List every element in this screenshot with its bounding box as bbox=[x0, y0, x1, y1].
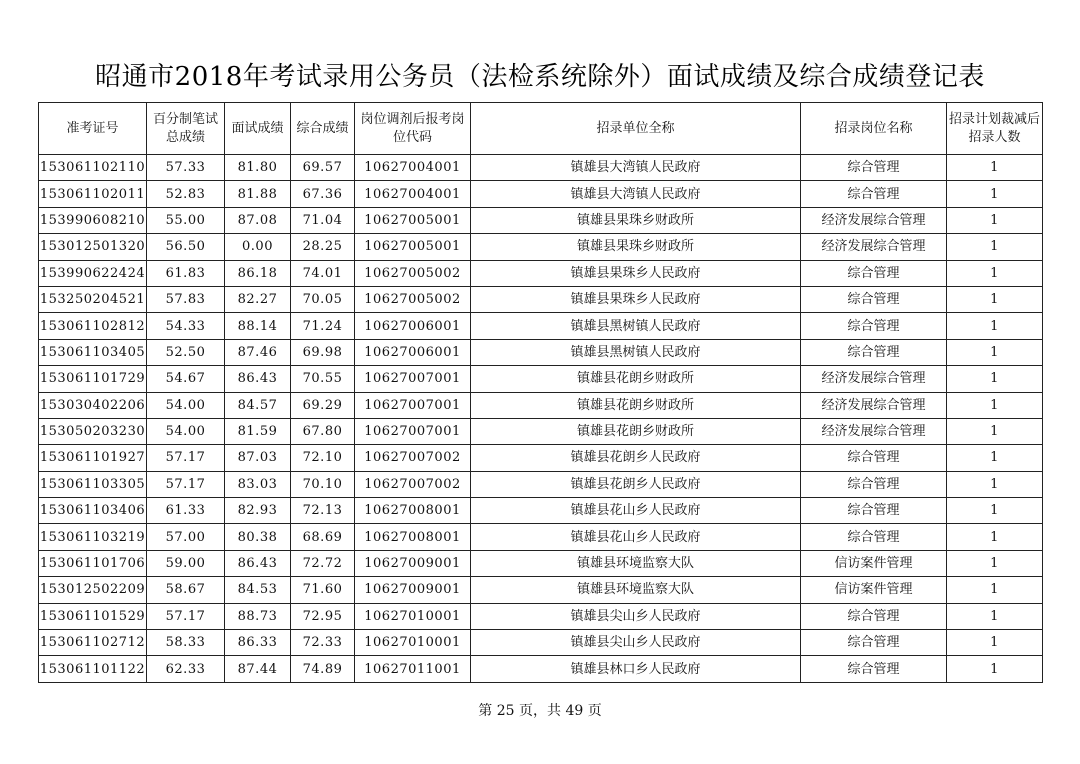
total-score-cell: 72.95 bbox=[291, 603, 355, 629]
written-score-cell: 58.33 bbox=[147, 630, 225, 656]
unit-name-cell: 镇雄县花山乡人民政府 bbox=[471, 524, 801, 550]
page-footer: 第 25 页，共 49 页 bbox=[478, 703, 602, 719]
position-name-cell: 综合管理 bbox=[801, 260, 947, 286]
position-name-cell: 信访案件管理 bbox=[801, 550, 947, 576]
exam-id-cell: 153012502209 bbox=[39, 577, 147, 603]
interview-score-cell: 87.44 bbox=[225, 656, 291, 682]
position-name-cell: 信访案件管理 bbox=[801, 577, 947, 603]
total-score-cell: 68.69 bbox=[291, 524, 355, 550]
interview-score-cell: 81.59 bbox=[225, 418, 291, 444]
position-code-cell: 10627009001 bbox=[355, 577, 471, 603]
written-score-cell: 54.67 bbox=[147, 366, 225, 392]
interview-score-cell: 0.00 bbox=[225, 234, 291, 260]
quota-cell: 1 bbox=[947, 286, 1043, 312]
position-code-cell: 10627010001 bbox=[355, 630, 471, 656]
unit-name-cell: 镇雄县尖山乡人民政府 bbox=[471, 603, 801, 629]
interview-score-cell: 87.08 bbox=[225, 207, 291, 233]
interview-score-cell: 87.46 bbox=[225, 339, 291, 365]
position-name-cell: 经济发展综合管理 bbox=[801, 418, 947, 444]
quota-cell: 1 bbox=[947, 339, 1043, 365]
position-name-cell: 综合管理 bbox=[801, 524, 947, 550]
total-score-cell: 69.98 bbox=[291, 339, 355, 365]
position-code-cell: 10627006001 bbox=[355, 339, 471, 365]
interview-score-cell: 88.73 bbox=[225, 603, 291, 629]
column-header: 岗位调剂后报考岗位代码 bbox=[355, 103, 471, 155]
total-score-cell: 71.24 bbox=[291, 313, 355, 339]
written-score-cell: 57.17 bbox=[147, 471, 225, 497]
table-row bbox=[39, 260, 1043, 286]
written-score-cell: 57.33 bbox=[147, 155, 225, 181]
position-name-cell: 综合管理 bbox=[801, 498, 947, 524]
position-name-cell: 经济发展综合管理 bbox=[801, 207, 947, 233]
interview-score-cell: 80.38 bbox=[225, 524, 291, 550]
quota-cell: 1 bbox=[947, 498, 1043, 524]
total-score-cell: 74.89 bbox=[291, 656, 355, 682]
written-score-cell: 54.33 bbox=[147, 313, 225, 339]
table-row bbox=[39, 445, 1043, 471]
exam-id-cell: 153061102712 bbox=[39, 630, 147, 656]
quota-cell: 1 bbox=[947, 524, 1043, 550]
exam-id-cell: 153030402206 bbox=[39, 392, 147, 418]
position-code-cell: 10627004001 bbox=[355, 155, 471, 181]
position-code-cell: 10627005002 bbox=[355, 286, 471, 312]
interview-score-cell: 86.43 bbox=[225, 366, 291, 392]
exam-id-cell: 153061101529 bbox=[39, 603, 147, 629]
table-body bbox=[39, 155, 1043, 683]
unit-name-cell: 镇雄县花朗乡人民政府 bbox=[471, 445, 801, 471]
written-score-cell: 54.00 bbox=[147, 418, 225, 444]
position-code-cell: 10627006001 bbox=[355, 313, 471, 339]
table-row bbox=[39, 524, 1043, 550]
total-score-cell: 70.10 bbox=[291, 471, 355, 497]
unit-name-cell: 镇雄县花山乡人民政府 bbox=[471, 498, 801, 524]
written-score-cell: 56.50 bbox=[147, 234, 225, 260]
column-header: 招录单位全称 bbox=[471, 103, 801, 155]
unit-name-cell: 镇雄县尖山乡人民政府 bbox=[471, 630, 801, 656]
position-code-cell: 10627007001 bbox=[355, 418, 471, 444]
unit-name-cell: 镇雄县果珠乡人民政府 bbox=[471, 286, 801, 312]
quota-cell: 1 bbox=[947, 234, 1043, 260]
score-table bbox=[38, 102, 1043, 683]
position-code-cell: 10627009001 bbox=[355, 550, 471, 576]
exam-id-cell: 153061103405 bbox=[39, 339, 147, 365]
written-score-cell: 62.33 bbox=[147, 656, 225, 682]
exam-id-cell: 153061102110 bbox=[39, 155, 147, 181]
table-row bbox=[39, 366, 1043, 392]
position-name-cell: 综合管理 bbox=[801, 181, 947, 207]
quota-cell: 1 bbox=[947, 630, 1043, 656]
interview-score-cell: 86.18 bbox=[225, 260, 291, 286]
written-score-cell: 57.17 bbox=[147, 445, 225, 471]
quota-cell: 1 bbox=[947, 577, 1043, 603]
quota-cell: 1 bbox=[947, 656, 1043, 682]
exam-id-cell: 153061101706 bbox=[39, 550, 147, 576]
exam-id-cell: 153061103219 bbox=[39, 524, 147, 550]
position-code-cell: 10627004001 bbox=[355, 181, 471, 207]
column-header: 招录计划裁减后招录人数 bbox=[947, 103, 1043, 155]
quota-cell: 1 bbox=[947, 445, 1043, 471]
table-row bbox=[39, 234, 1043, 260]
interview-score-cell: 88.14 bbox=[225, 313, 291, 339]
position-code-cell: 10627010001 bbox=[355, 603, 471, 629]
position-name-cell: 综合管理 bbox=[801, 630, 947, 656]
table-row bbox=[39, 630, 1043, 656]
exam-id-cell: 153061103305 bbox=[39, 471, 147, 497]
table-row bbox=[39, 603, 1043, 629]
position-name-cell: 综合管理 bbox=[801, 603, 947, 629]
interview-score-cell: 82.27 bbox=[225, 286, 291, 312]
interview-score-cell: 83.03 bbox=[225, 471, 291, 497]
table-row bbox=[39, 181, 1043, 207]
unit-name-cell: 镇雄县花朗乡财政所 bbox=[471, 418, 801, 444]
total-score-cell: 69.57 bbox=[291, 155, 355, 181]
quota-cell: 1 bbox=[947, 471, 1043, 497]
written-score-cell: 59.00 bbox=[147, 550, 225, 576]
exam-id-cell: 153061101927 bbox=[39, 445, 147, 471]
table-row bbox=[39, 656, 1043, 682]
written-score-cell: 57.00 bbox=[147, 524, 225, 550]
total-score-cell: 72.13 bbox=[291, 498, 355, 524]
interview-score-cell: 81.80 bbox=[225, 155, 291, 181]
unit-name-cell: 镇雄县环境监察大队 bbox=[471, 577, 801, 603]
unit-name-cell: 镇雄县大湾镇人民政府 bbox=[471, 181, 801, 207]
quota-cell: 1 bbox=[947, 207, 1043, 233]
total-score-cell: 74.01 bbox=[291, 260, 355, 286]
table-row bbox=[39, 286, 1043, 312]
table-row bbox=[39, 471, 1043, 497]
interview-score-cell: 87.03 bbox=[225, 445, 291, 471]
quota-cell: 1 bbox=[947, 155, 1043, 181]
interview-score-cell: 84.57 bbox=[225, 392, 291, 418]
interview-score-cell: 86.33 bbox=[225, 630, 291, 656]
unit-name-cell: 镇雄县大湾镇人民政府 bbox=[471, 155, 801, 181]
total-score-cell: 71.60 bbox=[291, 577, 355, 603]
written-score-cell: 61.83 bbox=[147, 260, 225, 286]
exam-id-cell: 153012501320 bbox=[39, 234, 147, 260]
table-row bbox=[39, 550, 1043, 576]
total-score-cell: 69.29 bbox=[291, 392, 355, 418]
interview-score-cell: 86.43 bbox=[225, 550, 291, 576]
table-row bbox=[39, 339, 1043, 365]
exam-id-cell: 153990608210 bbox=[39, 207, 147, 233]
written-score-cell: 57.83 bbox=[147, 286, 225, 312]
exam-id-cell: 153061102812 bbox=[39, 313, 147, 339]
quota-cell: 1 bbox=[947, 313, 1043, 339]
position-code-cell: 10627007002 bbox=[355, 471, 471, 497]
table-row bbox=[39, 392, 1043, 418]
quota-cell: 1 bbox=[947, 260, 1043, 286]
position-name-cell: 综合管理 bbox=[801, 155, 947, 181]
total-score-cell: 70.55 bbox=[291, 366, 355, 392]
position-name-cell: 经济发展综合管理 bbox=[801, 366, 947, 392]
written-score-cell: 55.00 bbox=[147, 207, 225, 233]
position-code-cell: 10627007002 bbox=[355, 445, 471, 471]
position-name-cell: 综合管理 bbox=[801, 313, 947, 339]
total-score-cell: 72.72 bbox=[291, 550, 355, 576]
table-row bbox=[39, 155, 1043, 181]
position-code-cell: 10627008001 bbox=[355, 524, 471, 550]
unit-name-cell: 镇雄县黑树镇人民政府 bbox=[471, 339, 801, 365]
unit-name-cell: 镇雄县花朗乡财政所 bbox=[471, 392, 801, 418]
written-score-cell: 52.83 bbox=[147, 181, 225, 207]
quota-cell: 1 bbox=[947, 603, 1043, 629]
column-header: 招录岗位名称 bbox=[801, 103, 947, 155]
position-name-cell: 综合管理 bbox=[801, 656, 947, 682]
unit-name-cell: 镇雄县花朗乡人民政府 bbox=[471, 471, 801, 497]
unit-name-cell: 镇雄县果珠乡财政所 bbox=[471, 234, 801, 260]
quota-cell: 1 bbox=[947, 181, 1043, 207]
quota-cell: 1 bbox=[947, 418, 1043, 444]
position-code-cell: 10627011001 bbox=[355, 656, 471, 682]
position-name-cell: 综合管理 bbox=[801, 339, 947, 365]
position-name-cell: 综合管理 bbox=[801, 471, 947, 497]
total-score-cell: 72.33 bbox=[291, 630, 355, 656]
total-score-cell: 72.10 bbox=[291, 445, 355, 471]
exam-id-cell: 153990622424 bbox=[39, 260, 147, 286]
column-header: 面试成绩 bbox=[225, 103, 291, 155]
total-score-cell: 28.25 bbox=[291, 234, 355, 260]
unit-name-cell: 镇雄县花朗乡财政所 bbox=[471, 366, 801, 392]
quota-cell: 1 bbox=[947, 366, 1043, 392]
position-code-cell: 10627005001 bbox=[355, 207, 471, 233]
page-title: 昭通市2018年考试录用公务员（法检系统除外）面试成绩及综合成绩登记表 bbox=[95, 62, 985, 92]
unit-name-cell: 镇雄县果珠乡财政所 bbox=[471, 207, 801, 233]
exam-id-cell: 153061101122 bbox=[39, 656, 147, 682]
column-header: 百分制笔试总成绩 bbox=[147, 103, 225, 155]
position-name-cell: 经济发展综合管理 bbox=[801, 392, 947, 418]
column-header: 准考证号 bbox=[39, 103, 147, 155]
column-header: 综合成绩 bbox=[291, 103, 355, 155]
total-score-cell: 70.05 bbox=[291, 286, 355, 312]
unit-name-cell: 镇雄县黑树镇人民政府 bbox=[471, 313, 801, 339]
quota-cell: 1 bbox=[947, 392, 1043, 418]
exam-id-cell: 153061102011 bbox=[39, 181, 147, 207]
table-row bbox=[39, 313, 1043, 339]
written-score-cell: 52.50 bbox=[147, 339, 225, 365]
interview-score-cell: 82.93 bbox=[225, 498, 291, 524]
unit-name-cell: 镇雄县环境监察大队 bbox=[471, 550, 801, 576]
exam-id-cell: 153061101729 bbox=[39, 366, 147, 392]
unit-name-cell: 镇雄县果珠乡人民政府 bbox=[471, 260, 801, 286]
total-score-cell: 67.36 bbox=[291, 181, 355, 207]
written-score-cell: 54.00 bbox=[147, 392, 225, 418]
interview-score-cell: 84.53 bbox=[225, 577, 291, 603]
written-score-cell: 58.67 bbox=[147, 577, 225, 603]
written-score-cell: 61.33 bbox=[147, 498, 225, 524]
table-row bbox=[39, 418, 1043, 444]
interview-score-cell: 81.88 bbox=[225, 181, 291, 207]
position-name-cell: 综合管理 bbox=[801, 286, 947, 312]
exam-id-cell: 153050203230 bbox=[39, 418, 147, 444]
position-name-cell: 经济发展综合管理 bbox=[801, 234, 947, 260]
exam-id-cell: 153250204521 bbox=[39, 286, 147, 312]
table-row bbox=[39, 577, 1043, 603]
table-row bbox=[39, 498, 1043, 524]
position-name-cell: 综合管理 bbox=[801, 445, 947, 471]
table-row bbox=[39, 207, 1043, 233]
exam-id-cell: 153061103406 bbox=[39, 498, 147, 524]
position-code-cell: 10627007001 bbox=[355, 366, 471, 392]
position-code-cell: 10627005002 bbox=[355, 260, 471, 286]
quota-cell: 1 bbox=[947, 550, 1043, 576]
total-score-cell: 67.80 bbox=[291, 418, 355, 444]
position-code-cell: 10627008001 bbox=[355, 498, 471, 524]
unit-name-cell: 镇雄县林口乡人民政府 bbox=[471, 656, 801, 682]
position-code-cell: 10627007001 bbox=[355, 392, 471, 418]
total-score-cell: 71.04 bbox=[291, 207, 355, 233]
written-score-cell: 57.17 bbox=[147, 603, 225, 629]
position-code-cell: 10627005001 bbox=[355, 234, 471, 260]
table-header bbox=[39, 103, 1043, 155]
